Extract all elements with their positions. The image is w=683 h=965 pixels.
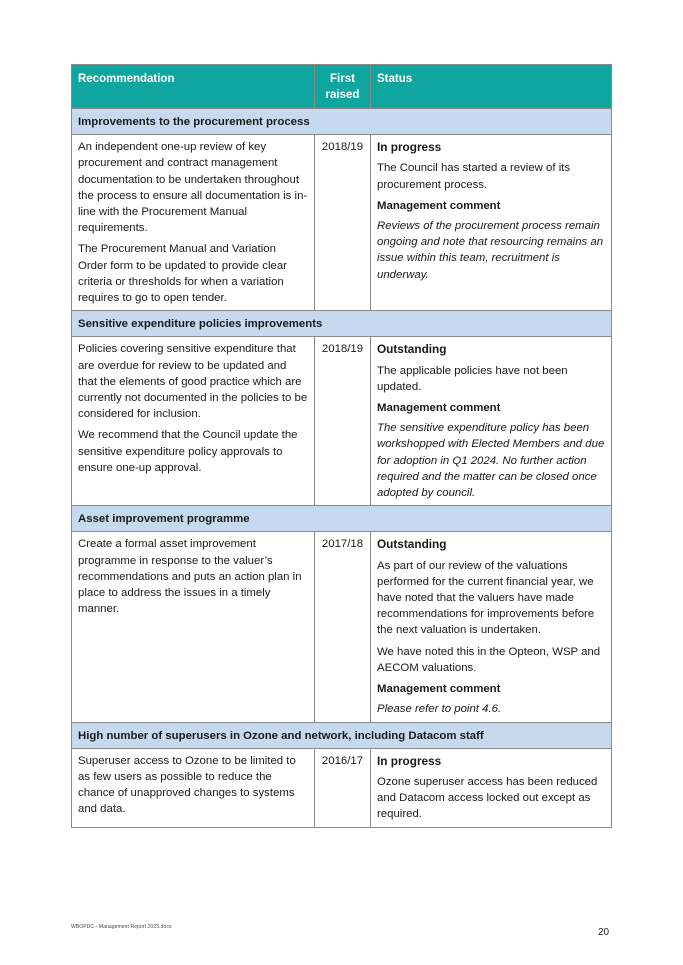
recommendation-cell bbox=[72, 135, 315, 311]
recommendation-text: Create a formal asset improvement programme in response to the valuer’s recommendations and puts an action plan in place to address the issues in a timely manner. bbox=[78, 538, 302, 616]
status-cell bbox=[371, 748, 612, 827]
status-cell bbox=[371, 337, 612, 506]
first-raised-cell: 2018/19 bbox=[315, 135, 371, 311]
status-title: In progress bbox=[377, 753, 442, 768]
status-cell bbox=[371, 532, 612, 722]
management-comment-label: Management comment bbox=[377, 199, 501, 212]
table-row bbox=[72, 337, 612, 506]
section-title: Improvements to the procurement process bbox=[72, 109, 612, 135]
first-raised-cell: 2016/17 bbox=[315, 748, 371, 827]
status-text: The Council has started a review of its procurement process. bbox=[377, 162, 571, 191]
recommendation-cell bbox=[72, 532, 315, 722]
header-status: Status bbox=[371, 65, 612, 109]
management-comment: Please refer to point 4.6. bbox=[377, 703, 502, 716]
status-text: We have noted this in the Opteon, WSP and AECOM valuations. bbox=[377, 645, 601, 674]
management-comment-label: Management comment bbox=[377, 402, 501, 415]
status-title: Outstanding bbox=[377, 537, 447, 552]
section-title: High number of superusers in Ozone and network, including Datacom staff bbox=[72, 722, 612, 748]
status-text: The applicable policies have not been updated. bbox=[377, 364, 568, 393]
header-first-raised bbox=[315, 65, 371, 109]
recommendation-cell bbox=[72, 337, 315, 506]
header-first-raised-label: First raised bbox=[325, 73, 360, 101]
section-title: Sensitive expenditure policies improvements bbox=[72, 311, 612, 337]
recommendation-text: Superuser access to Ozone to be limited to as few users as possible to reduce the chance of unapproved changes to systems and data. bbox=[78, 754, 296, 816]
management-comment: The sensitive expenditure policy has been workshopped with Elected Members and due for adoption in Q1 2024. No further action required and the matter can be closed once adopted by council. bbox=[377, 422, 605, 500]
status-text: As part of our review of the valuations performed for the current financial year, we have noted that the valuers have made recommendations for improvements before the next valuation is undertaken. bbox=[377, 559, 595, 637]
recommendation-text: The Procurement Manual and Variation Order form to be updated to provide clear criteria or thresholds for when a variation requires to go to open tender. bbox=[78, 243, 287, 305]
document-page bbox=[71, 64, 611, 828]
status-title: Outstanding bbox=[377, 342, 447, 357]
section-row bbox=[72, 311, 612, 337]
management-comment: Reviews of the procurement process remain ongoing and note that resourcing remains an issue within this team, recruitment is underway. bbox=[377, 220, 604, 281]
recommendation-text: An independent one-up review of key procurement and contract management documentation to be undertaken throughout the process to ensure all documentation is in-line with the Procurement Manual requirements. bbox=[78, 141, 308, 235]
recommendations-table bbox=[71, 64, 612, 828]
section-row bbox=[72, 109, 612, 135]
section-row bbox=[72, 506, 612, 532]
status-title: In progress bbox=[377, 140, 442, 155]
management-comment-label: Management comment bbox=[377, 683, 501, 696]
first-raised-cell: 2017/18 bbox=[315, 532, 371, 722]
recommendation-text: We recommend that the Council update the sensitive expenditure policy approvals to ensure one-up approval. bbox=[78, 429, 298, 474]
page-number: 20 bbox=[598, 927, 610, 938]
status-cell bbox=[371, 135, 612, 311]
first-raised-cell: 2018/19 bbox=[315, 337, 371, 506]
section-row bbox=[72, 722, 612, 748]
table-row bbox=[72, 532, 612, 722]
footer-document-name: WBOPDC - Management Report 2023.docx bbox=[71, 924, 172, 930]
table-row bbox=[72, 748, 612, 827]
section-title: Asset improvement programme bbox=[72, 506, 612, 532]
recommendation-cell bbox=[72, 748, 315, 827]
table-header-row bbox=[72, 65, 612, 109]
status-text: Ozone superuser access has been reduced and Datacom access locked out except as required. bbox=[377, 775, 598, 821]
table-row bbox=[72, 135, 612, 311]
header-recommendation: Recommendation bbox=[72, 65, 315, 109]
recommendation-text: Policies covering sensitive expenditure that are overdue for review to be updated and that the elements of good practice which are currently not documented in the policies to be considered for inclusion. bbox=[78, 343, 308, 421]
